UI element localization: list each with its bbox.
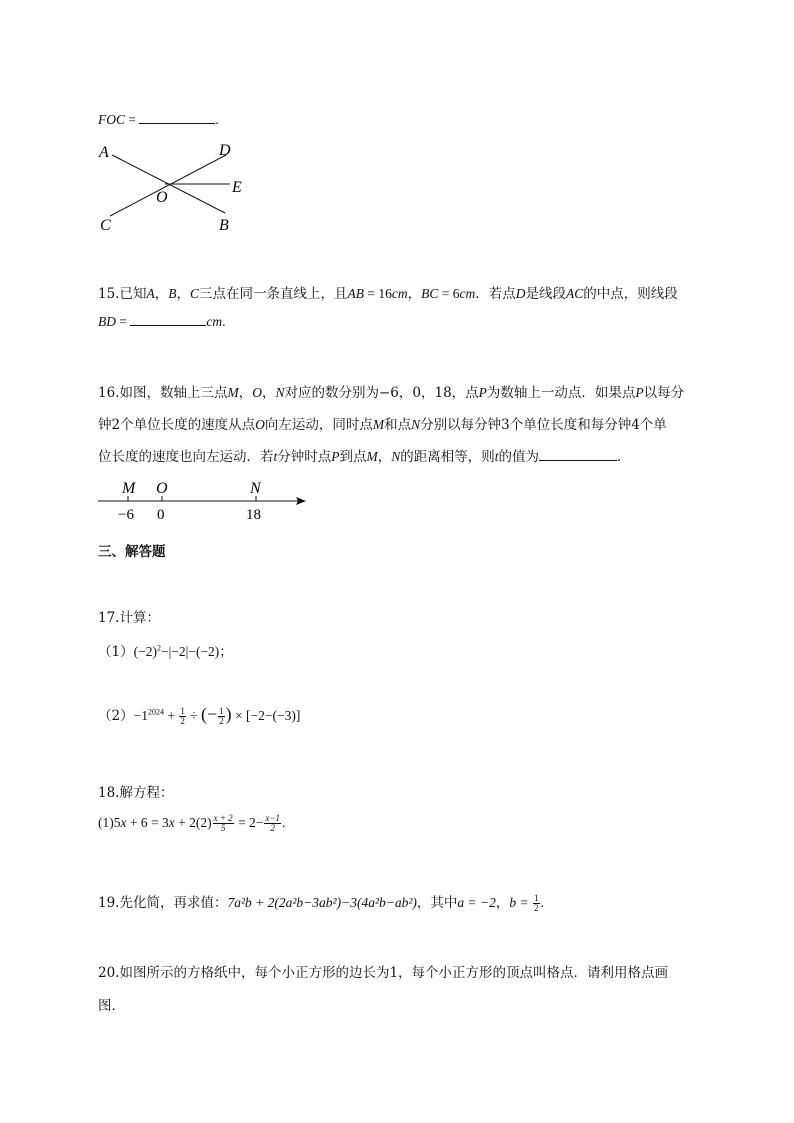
label-O: O <box>156 189 168 206</box>
q16-blank[interactable] <box>539 449 617 461</box>
fraction: $\frac{x-1}{2}$ <box>265 813 280 833</box>
label-A: A <box>99 144 109 161</box>
q18-equations: (1)5x + 6 = 3x + 2(2) $\frac{x + 2}{5}$ = 2− $\frac{x-1}{2}$ . <box>98 813 286 833</box>
q14-blank[interactable] <box>139 112 215 124</box>
q15-blank[interactable] <box>130 314 206 326</box>
q17-part2: $(2)-1^{2024}$ + $\frac{1}{2}$ ÷ (− $\frac{1}{2}$ ) × [−2−(−3)] <box>98 704 301 726</box>
q18-title: 18.解方程： <box>98 785 174 801</box>
fraction: $\frac{1}{2}$ <box>219 706 224 726</box>
q20-line2: 图． <box>98 998 125 1014</box>
point-label-O: O <box>156 480 168 497</box>
value-O: 0 <box>157 507 165 523</box>
section-heading: 三、解答题 <box>98 544 166 560</box>
q15-line2: BD = cm. <box>98 314 226 329</box>
fraction: $\frac{1}{2}$ <box>180 706 185 726</box>
q20-line1: 20.如图所示的方格纸中，每个小正方形的边长为1，每个小正方形的顶点叫格点．请利用格点画 <box>98 965 669 981</box>
fraction: $\frac{x + 2}{5}$ <box>213 813 233 833</box>
label-D: D <box>219 142 231 159</box>
label-B: B <box>219 217 229 234</box>
value-M: −6 <box>118 507 134 523</box>
point-label-N: N <box>250 480 261 497</box>
q14-answer-line: FOC = . <box>98 112 219 127</box>
line-CD <box>110 155 226 216</box>
q15-line1: 15.已知A，B，C三点在同一条直线上，且AB = 16cm，BC = 6cm．若点D是线段AC的中点，则线段 <box>98 286 678 302</box>
q16-line1: 16.如图，数轴上三点M，O，N对应的数分别为−6，0，18，点P为数轴上一动点．如果点P以每分 <box>98 385 685 401</box>
q19-line: 19.先化简，再求值：7a²b + 2(2a²b−3ab²)−3(4a²b−ab²)，其中a = −2，b = $\frac{1}{2}$ . <box>98 893 544 913</box>
angle-figure <box>90 138 260 238</box>
number-line <box>94 476 314 524</box>
label-E: E <box>232 179 242 196</box>
q16-line3: 位长度的速度也向左运动．若t分钟时点P到点M，N的距离相等，则t的值为 ． <box>98 449 631 465</box>
q14-angle-name: FOC <box>98 112 125 127</box>
q16-line2: 钟2个单位长度的速度从点O向左运动，同时点M和点N分别以每分钟3个单位长度和每分钟4个单 <box>98 417 667 433</box>
q17-title: 17.计算： <box>98 610 160 626</box>
point-label-M: M <box>122 480 136 497</box>
fraction: $\frac{1}{2}$ <box>534 893 539 913</box>
value-N: 18 <box>246 507 261 523</box>
label-C: C <box>100 217 111 234</box>
q17-part1: $(1)(-2)^2-|-2|-(-2)$； <box>98 643 233 660</box>
